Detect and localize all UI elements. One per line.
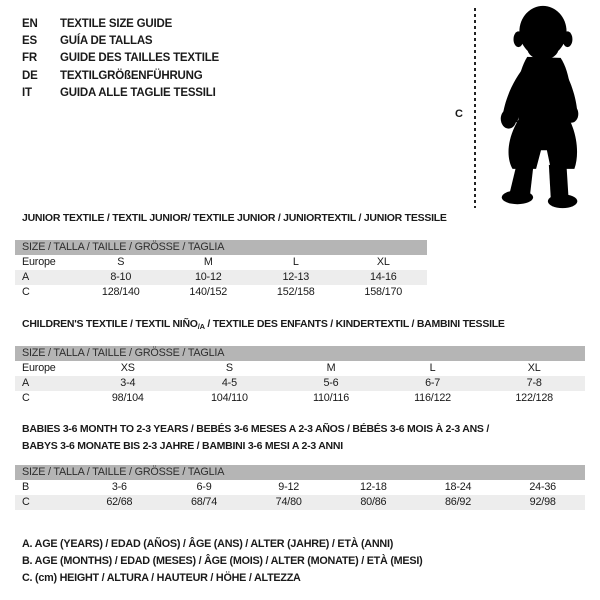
babies-size-table bbox=[15, 465, 585, 510]
language-row bbox=[22, 50, 219, 67]
value-cell: 6-7 bbox=[425, 377, 441, 389]
table-row bbox=[15, 285, 427, 300]
guide-title: GUIDA ALLE TAGLIE TESSILI bbox=[60, 87, 216, 100]
value-cell: 86/92 bbox=[445, 496, 472, 508]
language-code: ES bbox=[22, 35, 37, 48]
value-cell: 5-6 bbox=[323, 377, 339, 389]
babies-title-line2: BABYS 3-6 MONATE BIS 2-3 JAHRE / BAMBINI 3-6 MESI A 2-3 ANNI bbox=[22, 440, 343, 452]
height-measure-label: C bbox=[455, 108, 463, 120]
children-title-text: CHILDREN'S TEXTILE / TEXTIL NIÑO bbox=[22, 318, 198, 330]
value-cell: 152/158 bbox=[276, 286, 315, 298]
children-table-title bbox=[22, 318, 505, 331]
language-title-block bbox=[22, 15, 219, 102]
row-label: Europe bbox=[22, 362, 56, 374]
size-cell: S bbox=[225, 362, 233, 374]
note-height-cm: C. (cm) HEIGHT / ALTURA / HAUTEUR / HÖHE / ALTEZZA bbox=[22, 572, 301, 585]
size-cell: XS bbox=[120, 362, 135, 374]
row-label: C bbox=[22, 392, 30, 404]
language-code: EN bbox=[22, 17, 38, 30]
children-title-subscript: /A bbox=[197, 322, 205, 331]
value-cell: 110/116 bbox=[312, 392, 349, 404]
guide-title: GUÍA DE TALLAS bbox=[60, 35, 153, 48]
size-cell: M bbox=[326, 362, 336, 374]
value-cell: 3-4 bbox=[120, 377, 136, 389]
toddler-silhouette-icon bbox=[487, 3, 595, 211]
table-row bbox=[15, 376, 585, 391]
size-cell: L bbox=[429, 362, 436, 374]
row-label: A bbox=[22, 377, 30, 389]
value-cell: 140/152 bbox=[189, 286, 228, 298]
size-cell: L bbox=[292, 256, 299, 268]
value-cell: 7-8 bbox=[526, 377, 542, 389]
row-label: C bbox=[22, 496, 30, 508]
babies-title-line1: BABIES 3-6 MONTH TO 2-3 YEARS / BEBÉS 3-6 MESES A 2-3 AÑOS / BÉBÉS 3-6 MOIS À 2-3 ANS / bbox=[22, 423, 490, 435]
height-measure-dashed-line bbox=[474, 8, 476, 208]
size-cell: XL bbox=[376, 256, 390, 268]
language-row bbox=[22, 32, 219, 49]
table-row bbox=[15, 255, 427, 270]
table-row bbox=[15, 391, 585, 406]
guide-title: TEXTILGRÖßENFÜHRUNG bbox=[60, 69, 203, 82]
value-cell: 10-12 bbox=[194, 271, 222, 283]
value-cell: 62/68 bbox=[106, 496, 133, 508]
note-age-months: B. AGE (MONTHS) / EDAD (MESES) / ÂGE (MOIS) / ALTER (MONATE) / ETÀ (MESI) bbox=[22, 555, 423, 568]
language-row bbox=[22, 67, 219, 84]
guide-title: TEXTILE SIZE GUIDE bbox=[60, 17, 173, 30]
size-cell: XL bbox=[527, 362, 541, 374]
value-cell: 92/98 bbox=[529, 496, 556, 508]
value-cell: 122/128 bbox=[515, 392, 553, 404]
table-row bbox=[15, 495, 585, 510]
value-cell: 3-6 bbox=[111, 481, 127, 493]
value-cell: 74/80 bbox=[275, 496, 302, 508]
row-label: A bbox=[22, 271, 30, 283]
value-cell: 158/170 bbox=[364, 286, 403, 298]
value-cell: 4-5 bbox=[221, 377, 237, 389]
size-header-bar: SIZE / TALLA / TAILLE / GRÖSSE / TAGLIA bbox=[15, 240, 427, 255]
value-cell: 116/122 bbox=[414, 392, 451, 404]
legend-notes bbox=[22, 536, 422, 588]
value-cell: 9-12 bbox=[278, 481, 300, 493]
value-cell: 104/110 bbox=[210, 392, 248, 404]
value-cell: 12-18 bbox=[360, 481, 387, 493]
value-cell: 128/140 bbox=[101, 286, 140, 298]
children-size-table bbox=[15, 346, 585, 406]
size-header-bar: SIZE / TALLA / TAILLE / GRÖSSE / TAGLIA bbox=[15, 465, 585, 480]
size-cell: S bbox=[117, 256, 125, 268]
language-row bbox=[22, 85, 219, 102]
row-label: B bbox=[22, 481, 30, 493]
value-cell: 80/86 bbox=[360, 496, 387, 508]
junior-table-title: JUNIOR TEXTILE / TEXTIL JUNIOR/ TEXTILE JUNIOR / JUNIORTEXTIL / JUNIOR TESSILE bbox=[22, 212, 447, 224]
value-cell: 24-36 bbox=[529, 481, 556, 493]
language-code: DE bbox=[22, 69, 38, 82]
children-title-text: / TEXTILE DES ENFANTS / KINDERTEXTIL / BAMBINI TESSILE bbox=[204, 318, 505, 330]
size-header-bar: SIZE / TALLA / TAILLE / GRÖSSE / TAGLIA bbox=[15, 346, 585, 361]
babies-table-title bbox=[22, 421, 489, 455]
value-cell: 12-13 bbox=[282, 271, 310, 283]
value-cell: 8-10 bbox=[110, 271, 132, 283]
table-row bbox=[15, 361, 585, 376]
language-code: IT bbox=[22, 87, 32, 100]
value-cell: 6-9 bbox=[196, 481, 212, 493]
note-age-years: A. AGE (YEARS) / EDAD (AÑOS) / ÂGE (ANS) / ALTER (JAHRE) / ETÀ (ANNI) bbox=[22, 538, 394, 550]
junior-size-table bbox=[15, 240, 427, 300]
language-code: FR bbox=[22, 52, 37, 65]
row-label: Europe bbox=[22, 256, 56, 268]
value-cell: 14-16 bbox=[369, 271, 397, 283]
value-cell: 98/104 bbox=[111, 392, 144, 404]
size-cell: M bbox=[203, 256, 213, 268]
row-label: C bbox=[22, 286, 30, 298]
table-row bbox=[15, 480, 585, 495]
guide-title: GUIDE DES TAILLES TEXTILE bbox=[60, 52, 219, 65]
value-cell: 68/74 bbox=[190, 496, 218, 508]
value-cell: 18-24 bbox=[444, 481, 472, 493]
table-row bbox=[15, 270, 427, 285]
language-row bbox=[22, 15, 219, 32]
